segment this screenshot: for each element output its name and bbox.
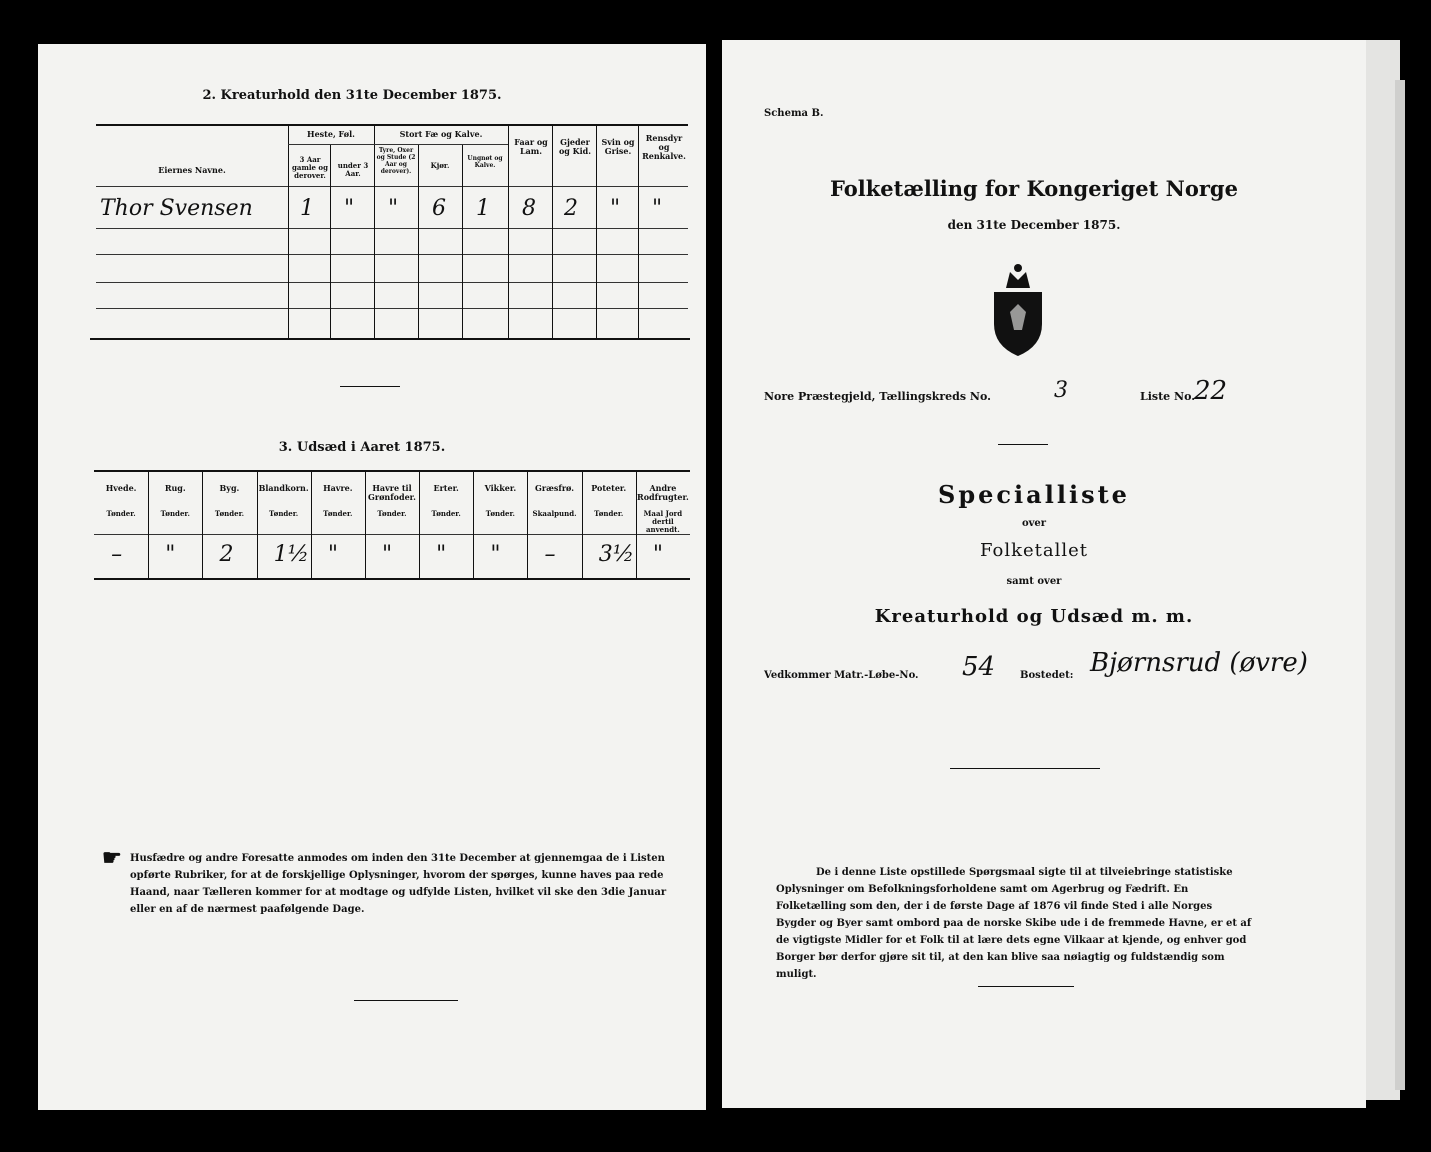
table2-subheader-rule	[374, 144, 508, 145]
table3-col-unit: Tønder.	[323, 509, 353, 518]
table3-col-name: Erter.	[433, 483, 459, 493]
table3-col-name: Havre.	[323, 483, 353, 493]
table2-top-rule	[96, 124, 688, 126]
table3-col-name: Poteter.	[591, 483, 627, 493]
table3-value: "	[327, 542, 338, 567]
coat-of-arms-icon	[988, 258, 1048, 358]
table3-col-name: Græsfrø.	[535, 483, 575, 493]
table2-col-rule	[596, 124, 597, 338]
table2-row-rule	[96, 308, 688, 309]
table3-value: 1½	[273, 542, 309, 567]
owner-name: Thor Svensen	[100, 196, 253, 221]
col-horses-adult: 3 Aar gamle og derover.	[292, 155, 328, 181]
table3-value: 3½	[598, 542, 635, 567]
table2-row-rule	[96, 228, 688, 229]
value-oxen: "	[388, 196, 399, 221]
liste-number: 22	[1194, 376, 1228, 406]
table3-value: –	[111, 542, 123, 567]
table3-col-unit: Tønder.	[268, 509, 299, 518]
liste-label: Liste No.	[1140, 390, 1196, 403]
value-cows: 6	[432, 196, 446, 221]
table2-col-rule	[508, 124, 509, 338]
table2-col-rule	[638, 124, 639, 338]
bostedet-label: Bostedet:	[1020, 670, 1074, 681]
table3-col-name: Andre Rodfrugter.	[637, 483, 689, 503]
census-title: Folketælling for Kongeriget Norge	[830, 176, 1238, 201]
table3-col-name: Blandkorn.	[258, 483, 309, 493]
table3-bottom-rule	[94, 578, 690, 580]
table3-col-name: Havre til Grønfoder.	[368, 483, 416, 503]
col-goats: Gjeder og Kid.	[558, 137, 592, 157]
divider	[950, 768, 1100, 769]
info-text: De i denne Liste opstillede Spørgsmaal sigte til at tilveiebringe statistiske Oplysninger om Befolkningsforholdene samt om Agerbrug og Fædrift. En Folketælling som den, der i de første Dage af 1876 vil finde Sted i alle Norges Bygder og Byer samt ombord paa de norske Skibe ude i de fremmede Havne, er et af de vigtigste Midler for et Folk til at lære dets egne Vilkaar at kjende, og enhver god Borger bør derfor gjøre sit til, at den kan blive saa nøiagtig og fuldstændig som muligt.	[776, 867, 1252, 980]
folketallet-title: Folketallet	[979, 540, 1089, 561]
section3-title: 3. Udsæd i Aaret 1875.	[278, 440, 446, 455]
table3-col-unit: Tønder.	[485, 509, 515, 518]
kreds-number: 3	[1054, 378, 1068, 403]
table3-value: 2	[219, 542, 234, 567]
table3-col-unit: Tønder.	[377, 509, 407, 518]
table2-col-rule	[330, 144, 331, 338]
schema-label: Schema B.	[764, 108, 824, 119]
table3-value: "	[436, 542, 447, 567]
col-sheep: Faar og Lam.	[514, 137, 548, 157]
table2-col-rule	[288, 124, 289, 338]
table2-col-rule	[418, 144, 419, 338]
table3-col-name: Hvede.	[105, 483, 137, 493]
table3-col-unit: Maal Jord dertil anvendt.	[643, 509, 683, 535]
table3-col-unit: Tønder.	[160, 509, 190, 518]
table2-header-rule	[96, 186, 688, 187]
col-pigs: Svin og Grise.	[601, 137, 635, 157]
table2-subheader-rule	[288, 144, 374, 145]
specialliste-title: Specialliste	[938, 480, 1130, 509]
table2-row-rule	[96, 282, 688, 283]
divider	[340, 386, 400, 387]
underlying-sheet	[1360, 40, 1400, 1100]
col-cattle: Stort Fæ og Kalve.	[399, 129, 483, 139]
left-page	[38, 44, 706, 1110]
notice-text: ☛ Husfædre og andre Foresatte anmodes om inden den 31te December at gjennemgaa de i Listen opførte Rubriker, for at de forskjellige Oplysninger, hvorom der spørges, kunne haves paa rede Haand, naar Tælleren kommer for at modtage og udfylde Listen, hvilket vil ske den 3die Januar eller en af de nærmest paafølgende Dage.	[102, 845, 667, 915]
bottom-divider	[978, 986, 1074, 987]
divider	[998, 444, 1048, 445]
pointing-hand-icon: ☛	[102, 845, 122, 871]
underlying-sheet-2	[1395, 80, 1405, 1090]
table3-col-unit: Tønder.	[106, 509, 136, 518]
table3-col-unit: Skaalpund.	[532, 509, 577, 518]
census-date: den 31te December 1875.	[947, 218, 1121, 232]
value-sheep: 8	[522, 196, 536, 221]
value-pigs: "	[610, 196, 621, 221]
matr-label: Vedkommer Matr.-Løbe-No.	[764, 670, 919, 681]
table2-bottom-rule	[90, 338, 690, 340]
table2-row-rule	[96, 254, 688, 255]
value-reindeer: "	[652, 196, 663, 221]
table3-col-unit: Tønder.	[594, 509, 624, 518]
table2-col-rule	[552, 124, 553, 338]
value-horses-adult: 1	[300, 196, 314, 221]
table3-header-rule	[94, 534, 690, 535]
table3-value: –	[544, 542, 556, 567]
over-label: over	[1021, 518, 1047, 529]
table3-value: "	[165, 542, 176, 567]
table3-col-name: Byg.	[219, 483, 240, 493]
right-page	[722, 40, 1366, 1108]
value-calves: 1	[476, 196, 490, 221]
value-goats: 2	[564, 196, 578, 221]
table3-col-unit: Tønder.	[431, 509, 461, 518]
col-calves: Ungnøt og Kalve.	[467, 155, 503, 169]
table3-col-name: Vikker.	[484, 483, 517, 493]
col-horses-young: under 3 Aar.	[337, 161, 369, 179]
col-cows: Kjør.	[430, 161, 450, 170]
prestegjeld-label: Nore Præstegjeld, Tællingskreds No.	[764, 390, 991, 403]
matr-number: 54	[962, 652, 996, 682]
table2-col-rule	[462, 144, 463, 338]
table3-value: "	[652, 542, 664, 567]
table3-col-name: Rug.	[164, 483, 186, 493]
bottom-divider	[354, 1000, 458, 1001]
kreaturhold-title: Kreaturhold og Udsæd m. m.	[874, 606, 1194, 627]
col-horses: Heste, Føl.	[307, 129, 355, 139]
col-oxen: Tyre, Oxer og Stude (2 Aar og derover).	[376, 147, 416, 175]
table3-value: "	[382, 542, 393, 567]
table3-value: "	[490, 542, 501, 567]
samt-over-label: samt over	[1006, 576, 1062, 587]
section2-title: 2. Kreaturhold den 31te December 1875.	[202, 88, 502, 103]
bostedet-value: Bjørnsrud (øvre)	[1090, 648, 1308, 678]
table3-top-rule	[94, 470, 690, 472]
col-owner: Eiernes Navne.	[158, 165, 226, 175]
table3-col-unit: Tønder.	[214, 509, 245, 518]
col-reindeer: Rensdyr og Renkalve.	[642, 133, 686, 162]
value-horses-young: "	[344, 196, 355, 221]
